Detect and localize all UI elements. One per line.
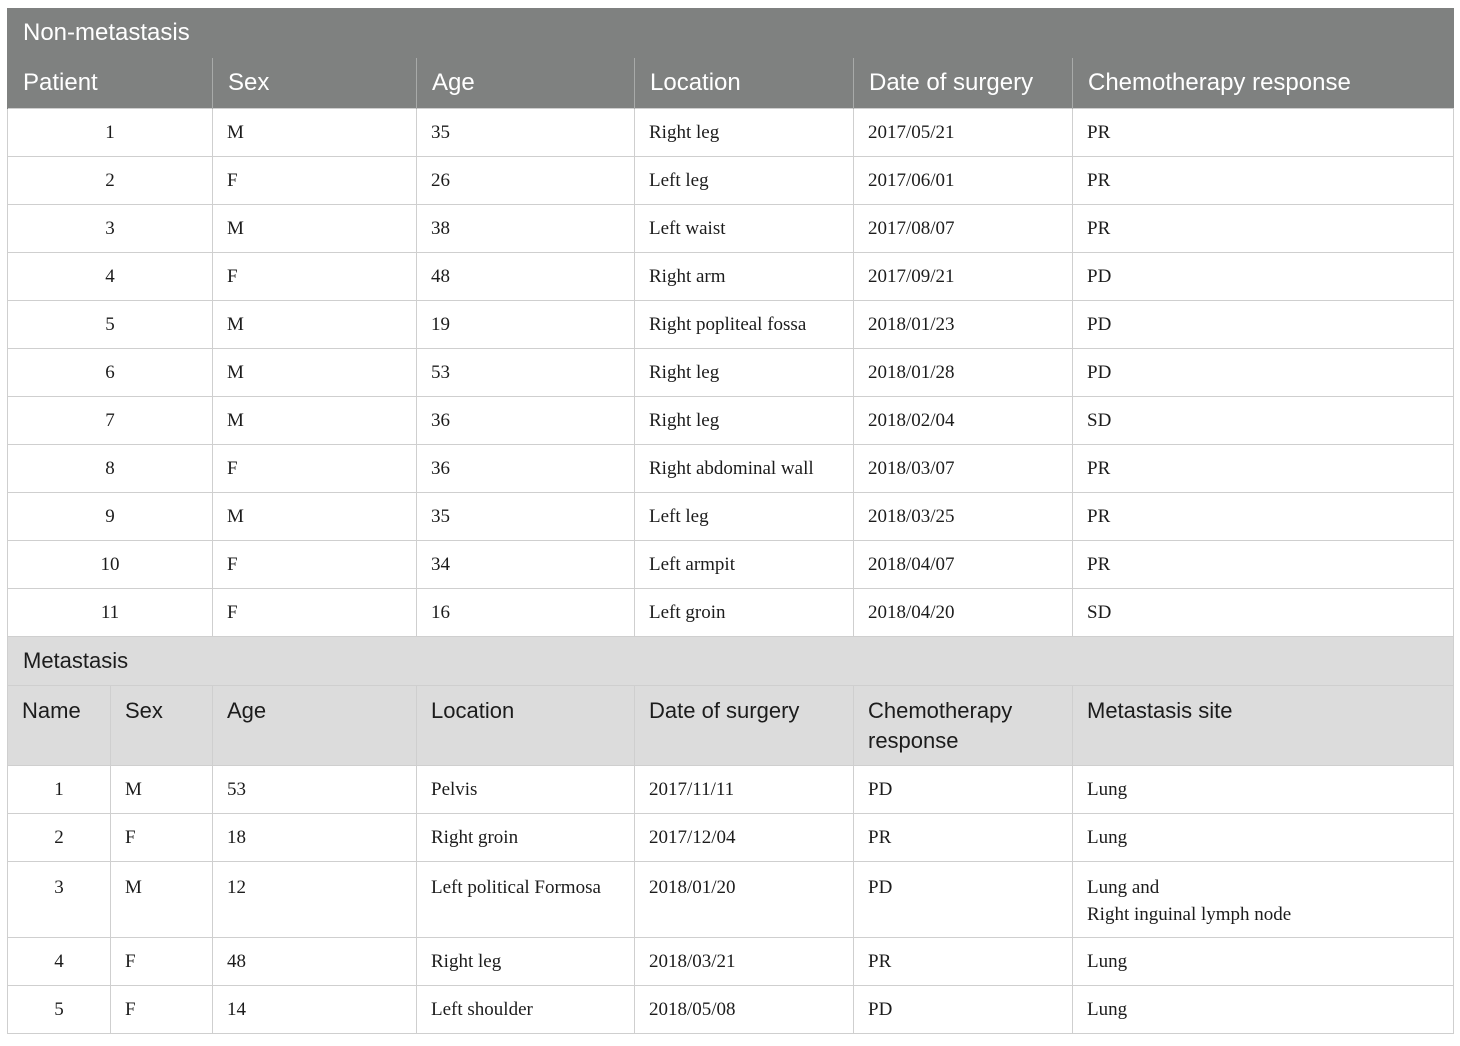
table-cell: 4 <box>8 938 111 986</box>
column-header: Metastasis site <box>1073 686 1454 766</box>
table-row <box>8 541 1454 589</box>
table-cell: 53 <box>213 766 417 814</box>
table-cell: 5 <box>8 301 213 349</box>
metastasis-rows <box>8 766 1454 1034</box>
cell-line: Lung <box>1087 778 1128 800</box>
non-metastasis-header-row <box>8 58 1454 109</box>
cell-line: Lung and <box>1087 877 1160 898</box>
table-cell <box>1073 862 1454 938</box>
table-cell: PD <box>1073 349 1454 397</box>
table-cell: 2017/08/07 <box>854 205 1073 253</box>
table-row <box>8 445 1454 493</box>
table-cell: 2017/06/01 <box>854 157 1073 205</box>
patient-table-container <box>7 8 1453 1034</box>
table-cell: 4 <box>8 253 213 301</box>
table-cell: F <box>213 157 417 205</box>
table-cell: 6 <box>8 349 213 397</box>
table-cell: SD <box>1073 589 1454 637</box>
table-cell <box>1073 986 1454 1034</box>
cell-line: Lung <box>1087 998 1128 1020</box>
table-cell: 2018/04/20 <box>854 589 1073 637</box>
table-row <box>8 397 1454 445</box>
table-cell: Right leg <box>635 397 854 445</box>
column-header: Date of surgery <box>635 686 854 766</box>
metastasis-header-row <box>8 686 1454 766</box>
cell-line: response <box>868 728 959 753</box>
table-cell: Right leg <box>417 938 635 986</box>
table-cell <box>1073 814 1454 862</box>
table-cell: M <box>213 349 417 397</box>
table-cell: PR <box>854 938 1073 986</box>
column-header: Sex <box>111 686 213 766</box>
table-row <box>8 938 1454 986</box>
table-cell: F <box>213 589 417 637</box>
table-cell: 3 <box>8 205 213 253</box>
table-cell: PD <box>854 766 1073 814</box>
table-cell: PR <box>1073 493 1454 541</box>
table-cell: 48 <box>417 253 635 301</box>
column-header: Date of surgery <box>854 58 1073 109</box>
table-cell: 18 <box>213 814 417 862</box>
table-row <box>8 493 1454 541</box>
table-cell: M <box>111 862 213 938</box>
table-cell: 1 <box>8 109 213 157</box>
table-cell: PR <box>1073 445 1454 493</box>
table-row <box>8 109 1454 157</box>
table-cell: 2018/03/21 <box>635 938 854 986</box>
table-cell: 53 <box>417 349 635 397</box>
table-cell: 3 <box>8 862 111 938</box>
table-cell: M <box>213 301 417 349</box>
table-cell: 48 <box>213 938 417 986</box>
table-row <box>8 589 1454 637</box>
table-cell: 11 <box>8 589 213 637</box>
column-header: Location <box>417 686 635 766</box>
table-row <box>8 157 1454 205</box>
table-cell: 35 <box>417 109 635 157</box>
column-header <box>854 686 1073 766</box>
table-cell: PD <box>1073 253 1454 301</box>
table-cell: F <box>213 445 417 493</box>
table-cell: Left armpit <box>635 541 854 589</box>
table-cell: PR <box>1073 541 1454 589</box>
table-cell: 2 <box>8 814 111 862</box>
column-header: Sex <box>213 58 417 109</box>
cell-line: Lung <box>1087 826 1128 848</box>
cell-line: Chemotherapy <box>868 698 1013 723</box>
column-header: Age <box>213 686 417 766</box>
table-cell: Pelvis <box>417 766 635 814</box>
patient-table <box>7 8 1454 1034</box>
non-metastasis-rows <box>8 109 1454 637</box>
table-cell: Left groin <box>635 589 854 637</box>
table-cell: F <box>111 986 213 1034</box>
table-cell: F <box>111 938 213 986</box>
cell-line: Lung <box>1087 950 1128 972</box>
table-cell: 2017/09/21 <box>854 253 1073 301</box>
table-cell: F <box>111 814 213 862</box>
table-cell: F <box>213 541 417 589</box>
table-cell: 7 <box>8 397 213 445</box>
table-cell: 1 <box>8 766 111 814</box>
column-header: Age <box>417 58 635 109</box>
table-cell: Left waist <box>635 205 854 253</box>
table-cell: M <box>213 109 417 157</box>
table-cell: 36 <box>417 397 635 445</box>
table-cell: 2 <box>8 157 213 205</box>
table-cell <box>1073 938 1454 986</box>
table-cell: M <box>111 766 213 814</box>
table-cell: 8 <box>8 445 213 493</box>
table-cell: 2018/01/28 <box>854 349 1073 397</box>
table-cell: PD <box>1073 301 1454 349</box>
table-cell: 16 <box>417 589 635 637</box>
table-cell: Right abdominal wall <box>635 445 854 493</box>
table-cell: 36 <box>417 445 635 493</box>
table-cell: M <box>213 205 417 253</box>
table-cell: 38 <box>417 205 635 253</box>
table-row <box>8 814 1454 862</box>
table-cell: 26 <box>417 157 635 205</box>
table-cell <box>1073 766 1454 814</box>
table-cell: M <box>213 397 417 445</box>
column-header: Chemotherapy response <box>1073 58 1454 109</box>
table-cell: 2018/01/23 <box>854 301 1073 349</box>
table-cell: PR <box>854 814 1073 862</box>
table-row <box>8 349 1454 397</box>
column-header: Name <box>8 686 111 766</box>
table-cell: 19 <box>417 301 635 349</box>
table-cell: M <box>213 493 417 541</box>
table-cell: 10 <box>8 541 213 589</box>
table-cell: Right groin <box>417 814 635 862</box>
section-title-metastasis: Metastasis <box>8 637 1454 686</box>
table-cell: 5 <box>8 986 111 1034</box>
table-cell: Right leg <box>635 109 854 157</box>
table-cell: 2018/03/07 <box>854 445 1073 493</box>
table-row <box>8 253 1454 301</box>
table-cell: PD <box>854 862 1073 938</box>
table-cell: PD <box>854 986 1073 1034</box>
table-cell: Left leg <box>635 157 854 205</box>
column-header: Patient <box>8 58 213 109</box>
table-cell: 2018/04/07 <box>854 541 1073 589</box>
table-cell: 2018/02/04 <box>854 397 1073 445</box>
table-row <box>8 862 1454 938</box>
table-cell: Left shoulder <box>417 986 635 1034</box>
table-cell: Left leg <box>635 493 854 541</box>
table-cell: 2017/11/11 <box>635 766 854 814</box>
table-row <box>8 205 1454 253</box>
table-cell: 2017/05/21 <box>854 109 1073 157</box>
table-cell: F <box>213 253 417 301</box>
table-row <box>8 766 1454 814</box>
table-cell: 2018/05/08 <box>635 986 854 1034</box>
section-title-non-metastasis: Non-metastasis <box>8 9 1454 58</box>
table-cell: Right leg <box>635 349 854 397</box>
table-cell: 2018/03/25 <box>854 493 1073 541</box>
table-cell: Left political Formosa <box>417 862 635 938</box>
table-cell: SD <box>1073 397 1454 445</box>
table-cell: 14 <box>213 986 417 1034</box>
table-cell: PR <box>1073 205 1454 253</box>
table-cell: 2018/01/20 <box>635 862 854 938</box>
table-row <box>8 301 1454 349</box>
table-cell: Right popliteal fossa <box>635 301 854 349</box>
table-cell: 9 <box>8 493 213 541</box>
table-cell: 34 <box>417 541 635 589</box>
table-cell: 2017/12/04 <box>635 814 854 862</box>
table-cell: Right arm <box>635 253 854 301</box>
table-cell: PR <box>1073 109 1454 157</box>
cell-line: Right inguinal lymph node <box>1087 904 1292 925</box>
column-header: Location <box>635 58 854 109</box>
table-cell: PR <box>1073 157 1454 205</box>
table-cell: 12 <box>213 862 417 938</box>
table-cell: 35 <box>417 493 635 541</box>
table-row <box>8 986 1454 1034</box>
